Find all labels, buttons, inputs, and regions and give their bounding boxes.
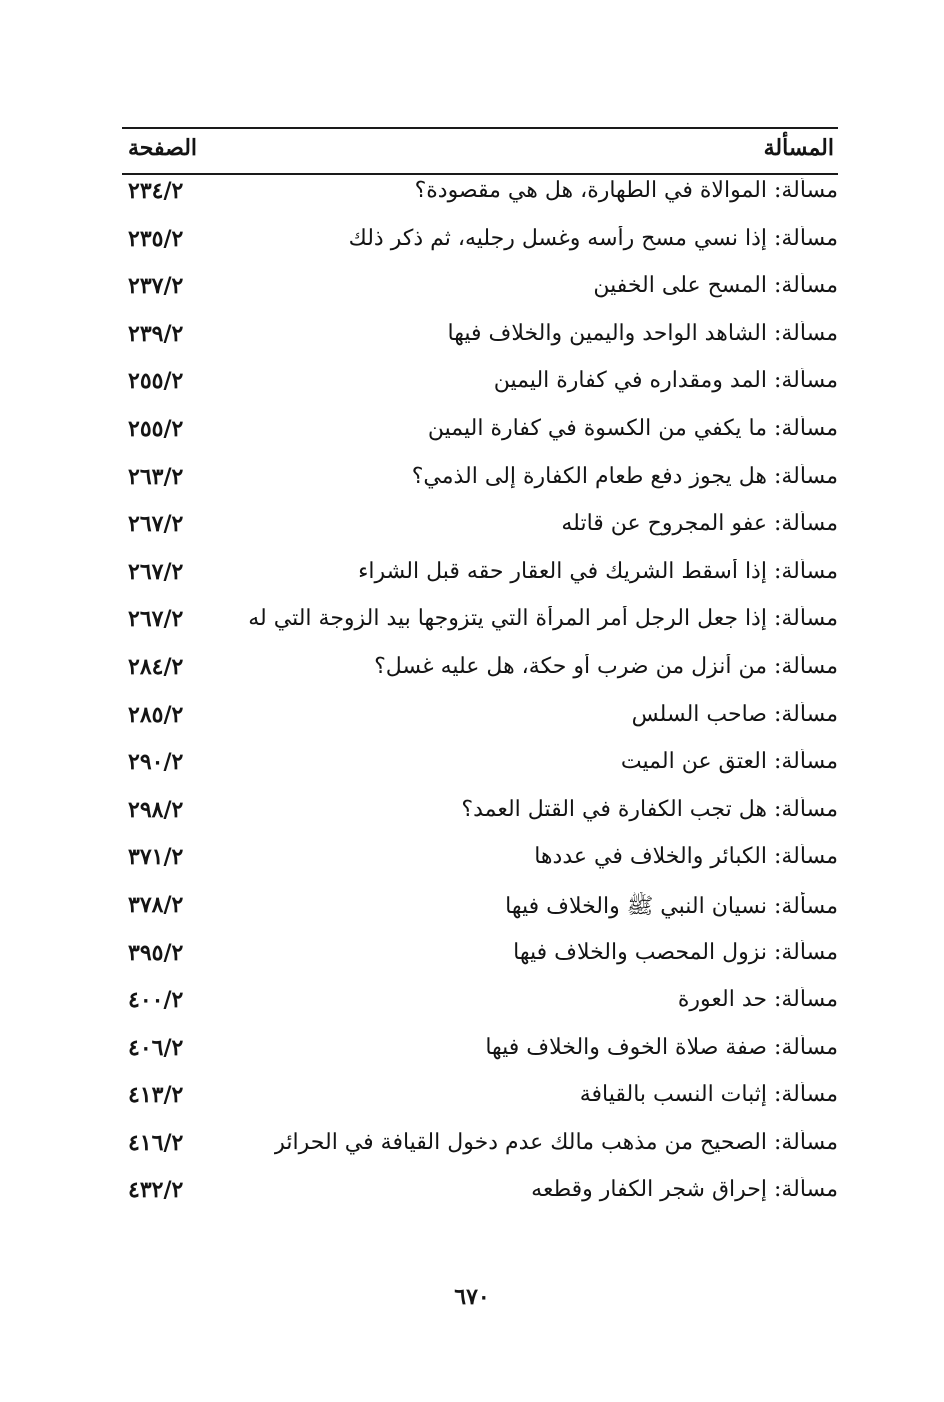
issue-text: مسألة: إثبات النسب بالقيافة <box>579 1082 838 1108</box>
table-row <box>122 886 838 934</box>
issue-text: مسألة: الصحيح من مذهب مالك عدم دخول القيافة في الحرائر <box>274 1129 838 1155</box>
page-reference: ٤٠٠/٢ <box>128 987 184 1014</box>
table-row <box>122 410 838 458</box>
page-reference: ٢٥٥/٢ <box>128 368 184 395</box>
page-reference: ٢٦٧/٢ <box>128 558 184 585</box>
page-number: ٦٧٠ <box>454 1284 490 1310</box>
issue-text: مسألة: نزول المحصب والخلاف فيها <box>513 939 838 965</box>
table-row <box>122 791 838 839</box>
table-row <box>122 696 838 744</box>
page-reference: ٢٣٧/٢ <box>128 273 184 300</box>
issue-text: مسألة: صاحب السلس <box>631 701 838 727</box>
table-row <box>122 220 838 268</box>
issue-text: مسألة: نسيان النبي ﷺ والخلاف فيها <box>505 893 838 919</box>
page-reference: ٢٩٨/٢ <box>128 796 184 823</box>
page-reference: ٢٨٤/٢ <box>128 653 184 680</box>
issue-text: مسألة: عفو المجروح عن قاتله <box>561 511 838 537</box>
page-reference: ٤٣٢/٢ <box>128 1177 184 1204</box>
page-reference: ٢٣٥/٢ <box>128 225 184 252</box>
issue-text: مسألة: العتق عن الميت <box>620 749 838 775</box>
issue-column-header: المسألة <box>763 135 834 161</box>
table-row <box>122 600 838 648</box>
issue-text: مسألة: ما يكفي من الكسوة في كفارة اليمين <box>427 415 838 441</box>
page-reference: ٣٧٨/٢ <box>128 891 184 918</box>
page-reference: ٢٩٠/٢ <box>128 749 184 776</box>
table-row <box>122 505 838 553</box>
issue-text: مسألة: الشاهد الواحد واليمين والخلاف فيها <box>447 320 838 346</box>
index-table <box>122 172 838 1219</box>
table-row <box>122 172 838 220</box>
page-reference: ٢٥٥/٢ <box>128 415 184 442</box>
table-row <box>122 1076 838 1124</box>
issue-text: مسألة: حد العورة <box>677 987 838 1013</box>
issue-text: مسألة: المد ومقداره في كفارة اليمين <box>493 368 838 394</box>
issue-text: مسألة: الموالاة في الطهارة، هل هي مقصودة؟ <box>414 178 838 203</box>
table-row <box>122 1171 838 1219</box>
page-column-header: الصفحة <box>128 135 198 161</box>
page-reference: ٤٠٦/٢ <box>128 1034 184 1061</box>
page-reference: ٢٣٩/٢ <box>128 320 184 347</box>
table-row <box>122 553 838 601</box>
table-row <box>122 934 838 982</box>
issue-text: مسألة: من أنزل من ضرب أو حكة، هل عليه غسل؟ <box>374 653 838 679</box>
table-row <box>122 648 838 696</box>
table-row <box>122 838 838 886</box>
issue-text: مسألة: صفة صلاة الخوف والخلاف فيها <box>485 1034 838 1060</box>
page-reference: ٢٦٣/٢ <box>128 463 184 490</box>
page-reference: ٢٦٧/٢ <box>128 606 184 633</box>
table-row <box>122 743 838 791</box>
table-row <box>122 362 838 410</box>
table-header <box>122 127 838 175</box>
issue-text: مسألة: هل يجوز دفع طعام الكفارة إلى الذمي؟ <box>411 463 838 489</box>
issue-text: مسألة: المسح على الخفين <box>593 273 838 299</box>
table-row <box>122 267 838 315</box>
page-reference: ٢٨٥/٢ <box>128 701 184 728</box>
issue-text: مسألة: إذا جعل الرجل أمر المرأة التي يتزوجها بيد الزوجة التي له <box>248 606 838 632</box>
table-row <box>122 1124 838 1172</box>
table-row <box>122 1029 838 1077</box>
issue-text: مسألة: الكبائر والخلاف في عددها <box>534 844 838 870</box>
issue-text: مسألة: هل تجب الكفارة في القتل العمد؟ <box>461 796 838 822</box>
table-row <box>122 458 838 506</box>
page-reference: ٣٩٥/٢ <box>128 939 184 966</box>
issue-text: مسألة: إحراق شجر الكفار وقطعه <box>531 1177 838 1203</box>
table-row <box>122 315 838 363</box>
page-reference: ٢٦٧/٢ <box>128 511 184 538</box>
table-row <box>122 981 838 1029</box>
page-reference: ٤١٦/٢ <box>128 1129 184 1156</box>
page-reference: ٢٣٤/٢ <box>128 178 184 204</box>
page-reference: ٣٧١/٢ <box>128 844 184 871</box>
page-reference: ٤١٣/٢ <box>128 1082 184 1109</box>
issue-text: مسألة: إذا نسي مسح رأسه وغسل رجليه، ثم ذكر ذلك <box>348 225 838 251</box>
issue-text: مسألة: إذا أسقط الشريك في العقار حقه قبل الشراء <box>358 558 838 584</box>
